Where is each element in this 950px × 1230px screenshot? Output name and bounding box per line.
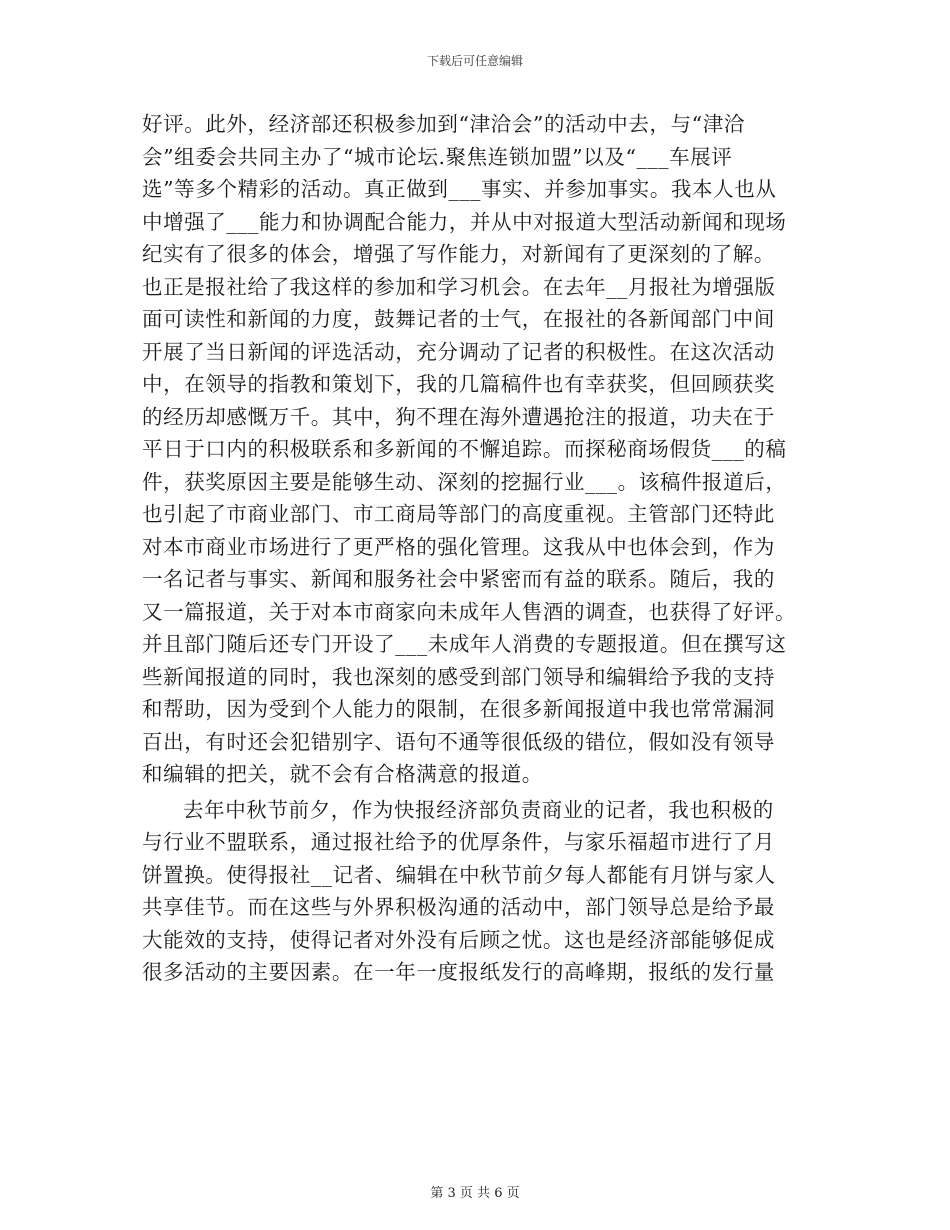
text-line: 好评。此外，经济部还积极参加到“津洽会”的活动中去，与“津洽 xyxy=(142,112,745,136)
text-line: 和帮助，因为受到个人能力的限制，在很多新闻报道中我也常常漏洞 xyxy=(142,697,775,721)
text-line: 很多活动的主要因素。在一年一度报纸发行的高峰期，报纸的发行量 xyxy=(142,960,775,984)
text-line: 去年中秋节前夕，作为快报经济部负责商业的记者，我也积极的 xyxy=(183,797,774,822)
text-line: 共享佳节。而在这些与外界积极沟通的活动中，部门领导总是给予最 xyxy=(142,895,775,919)
page-header: 下载后可任意编辑 xyxy=(426,54,523,68)
text-line: 对本市商业市场进行了更严格的强化管理。这我从中也体会到，作为 xyxy=(142,534,775,559)
text-line: 大能效的支持，使得记者对外没有后顾之忧。这也是经济部能够促成 xyxy=(142,927,775,952)
text-line: 件，获奖原因主要是能够生动、深刻的挖掘行业___。该稿件报道后， xyxy=(142,469,787,494)
text-line: 一名记者与事实、新闻和服务社会中紧密而有益的联系。随后，我的 xyxy=(142,567,775,591)
text-line: 选”等多个精彩的活动。真正做到___事实、并参加事实。我本人也从 xyxy=(142,177,777,201)
text-line: 百出，有时还会犯错别字、语句不通等很低级的错位，假如没有领导 xyxy=(142,729,775,754)
text-line: 些新闻报道的同时，我也深刻的感受到部门领导和编辑给予我的支持 xyxy=(142,664,775,689)
text-line: 并且部门随后还专门开设了___未成年人消费的专题报道。但在撰写这 xyxy=(142,632,787,656)
text-line: 中，在领导的指教和策划下，我的几篇稿件也有幸获奖，但回顾获奖 xyxy=(142,372,775,396)
text-line: 也引起了市商业部门、市工商局等部门的高度重视。主管部门还特此 xyxy=(142,502,775,526)
text-line: 与行业不盟联系，通过报社给予的优厚条件，与家乐福超市进行了月 xyxy=(142,830,775,854)
text-line: 会”组委会共同主办了“城市论坛.聚焦连锁加盟”以及“___车展评 xyxy=(142,144,733,169)
paragraph-2 xyxy=(142,794,810,989)
text-line: 平日于口内的积极联系和多新闻的不懈追踪。而探秘商场假货___的稿 xyxy=(142,437,787,461)
text-line: 和编辑的把关，就不会有合格满意的报道。 xyxy=(142,762,543,786)
text-line: 也正是报社给了我这样的参加和学习机会。在去年__月报社为增强版 xyxy=(142,274,776,299)
text-line: 的经历却感慨万千。其中，狗不理在海外遭遇抢注的报道，功夫在于 xyxy=(142,404,775,429)
text-line: 面可读性和新闻的力度，鼓舞记者的士气，在报社的各新闻部门中间 xyxy=(142,307,775,331)
document-body xyxy=(142,108,810,989)
text-line: 开展了当日新闻的评选活动，充分调动了记者的积极性。在这次活动 xyxy=(142,339,775,364)
paragraph-1 xyxy=(142,108,810,791)
text-line: 饼置换。使得报社__记者、编辑在中秋节前夕每人都能有月饼与家人 xyxy=(142,862,776,887)
text-line: 又一篇报道，关于对本市商家向未成年人售酒的调查，也获得了好评。 xyxy=(142,599,797,624)
page-footer: 第 3 页 共 6 页 xyxy=(430,1186,520,1201)
text-line: 纪实有了很多的体会，增强了写作能力，对新闻有了更深刻的了解。 xyxy=(142,242,775,266)
text-line: 中增强了___能力和协调配合能力，并从中对报道大型活动新闻和现场 xyxy=(142,209,787,234)
